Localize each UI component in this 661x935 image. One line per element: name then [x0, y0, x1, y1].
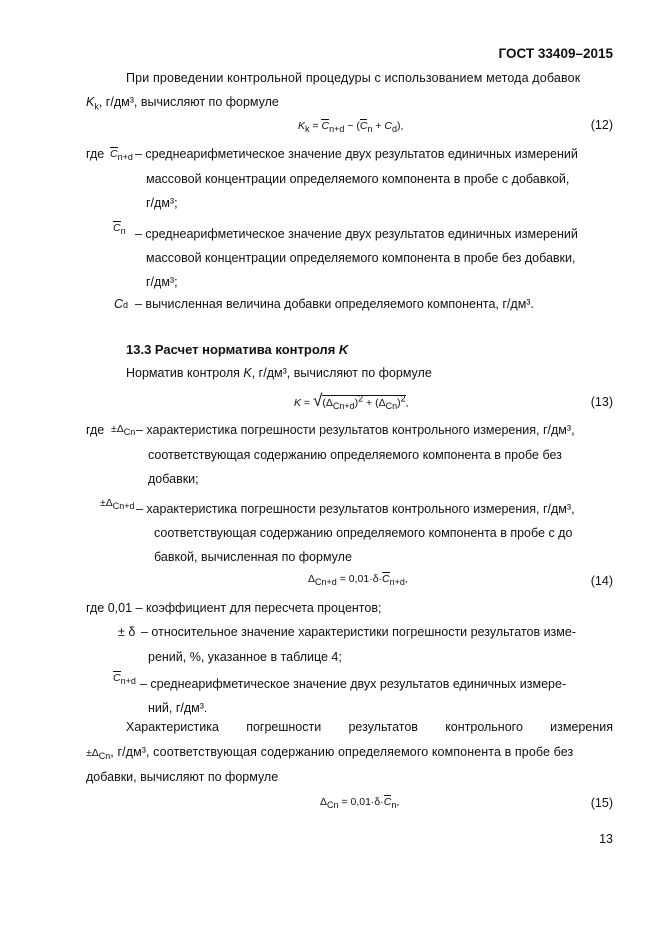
paragraph-text: [126, 366, 432, 380]
paragraph-text: добавки, вычисляют по формуле: [86, 770, 279, 784]
paragraph-text-a: Норматив контроля: [126, 366, 240, 380]
word: Характеристика: [126, 720, 219, 734]
formula-12: $K_k = C_{n+d} - (C_n + C_d)$,: [298, 120, 404, 135]
page-number: 13: [599, 832, 613, 846]
paragraph-text-b: , г/дм³, вычисляют по формуле: [251, 366, 432, 380]
equation-number: (15): [590, 796, 613, 810]
equation-number: (12): [590, 118, 613, 132]
formula-15: $\Delta_{Cn} = 0,01\cdot\delta\cdot C_n$,: [320, 796, 400, 811]
where-label: где: [86, 147, 105, 161]
definition-text: рений, %, указанное в таблице 4;: [148, 650, 342, 664]
k-subscript: k: [94, 101, 99, 112]
where-label: где: [86, 423, 105, 437]
definition-text: бавкой, вычисленная по формуле: [154, 550, 352, 564]
definition-text: – вычисленная величина добавки определяемого компонента, г/дм³.: [135, 297, 534, 311]
word: результатов: [348, 720, 418, 734]
standard-number: ГОСТ 33409–2015: [498, 46, 613, 61]
delta-cn-symbol: $\pm\Delta_{Cn}$: [86, 747, 111, 762]
delta-symbol: ± δ: [118, 625, 136, 639]
section-heading: [126, 342, 348, 357]
definition-text: массовой концентрации определяемого компонента в пробе с добавкой,: [146, 172, 570, 186]
definition-text: соответствующая содержанию определяемого компонента в пробе с до: [154, 526, 573, 540]
definition-text: – характеристика погрешности результатов контрольного измерения, г/дм³,: [136, 423, 575, 437]
paragraph-justified-line: [126, 720, 613, 734]
definition-text: г/дм³;: [146, 196, 178, 210]
k-symbol: K: [86, 95, 95, 109]
paragraph-text: [86, 95, 279, 112]
section-title: 13.3 Расчет норматива контроля: [126, 342, 336, 357]
definition-text: массовой концентрации определяемого компонента в пробе без добавки,: [146, 251, 576, 265]
k-symbol: K: [243, 366, 252, 380]
formula-13: $K = √(\Delta_{Cn+d})^2 + (\Delta_{Cn})^2$,: [294, 391, 409, 412]
paragraph-text: При проведении контрольной процедуры с использованием метода добавок: [126, 71, 581, 85]
c-n-symbol: $C_n$: [113, 222, 126, 237]
paragraph-text: [86, 745, 573, 761]
formula-14: $\Delta_{Cn+d} = 0,01\cdot\delta\cdot C_{n+d}$,: [308, 573, 408, 588]
definition-text: – характеристика погрешности результатов контрольного измерения, г/дм³,: [136, 502, 575, 516]
definition-text: – среднеарифметическое значение двух результатов единичных измерений: [135, 227, 578, 241]
c-d-symbol: Cd: [114, 297, 129, 311]
word: контрольного: [445, 720, 523, 734]
delta-cnd-symbol: $\pm\Delta_{Cn+d}$: [100, 497, 135, 512]
word: погрешности: [246, 720, 322, 734]
definition-text: соответствующая содержанию определяемого компонента в пробе без: [148, 448, 562, 462]
definition-text: – среднеарифметическое значение двух результатов единичных измерений: [135, 147, 578, 161]
definition-text: где 0,01 – коэффициент для пересчета процентов;: [86, 601, 382, 615]
definition-text: ний, г/дм³.: [148, 701, 208, 715]
definition-text: г/дм³;: [146, 275, 178, 289]
paragraph-text-rest: , г/дм³, вычисляют по формуле: [98, 95, 279, 109]
definition-text: – среднеарифметическое значение двух результатов единичных измере-: [140, 677, 567, 691]
cnd-symbol: $C_{n+d}$: [113, 672, 136, 687]
equation-number: (14): [590, 574, 613, 588]
delta-cn-symbol: $\pm\Delta_{Cn}$: [111, 423, 136, 438]
equation-number: (13): [590, 395, 613, 409]
c-nd-symbol: $C_{n+d}$: [110, 148, 133, 163]
section-title-k: K: [338, 342, 349, 357]
definition-text: добавки;: [148, 472, 199, 486]
definition-text: – относительное значение характеристики погрешности результатов изме-: [141, 625, 576, 639]
paragraph-text-rest: , г/дм³, соответствующая содержанию определяемого компонента в пробе без: [110, 745, 574, 759]
word: измерения: [550, 720, 613, 734]
